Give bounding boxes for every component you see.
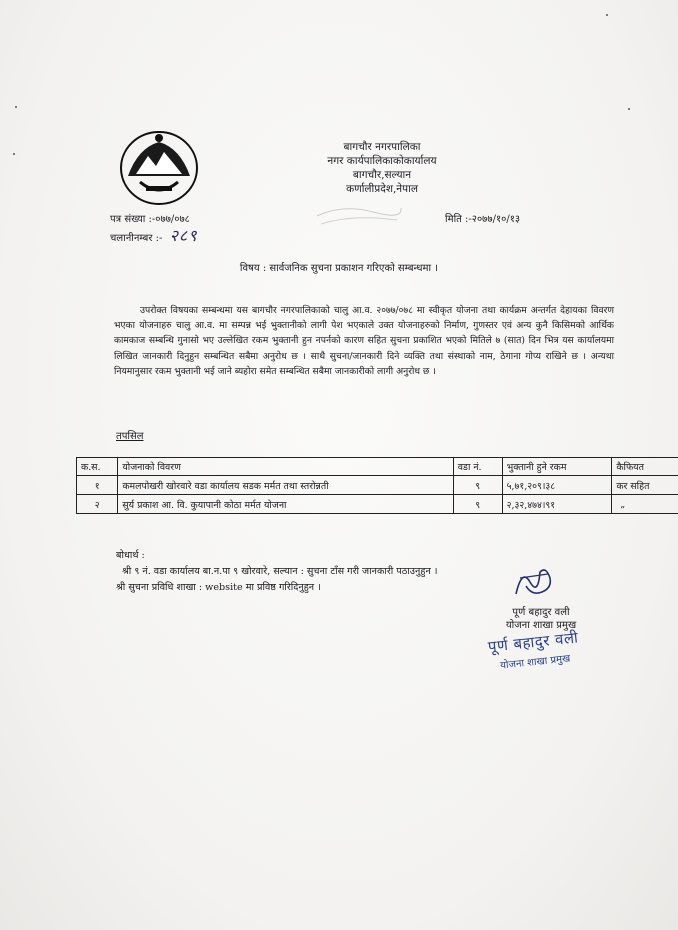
header-municipality: बागचौर नगरपालिका <box>343 141 421 153</box>
signatory-name: पूर्ण बहादुर वली <box>512 607 570 618</box>
signature-icon <box>512 564 556 600</box>
table-header-row <box>77 458 678 476</box>
header-province: कर्णालीप्रदेश,नेपाल <box>346 183 418 195</box>
paper-speck <box>13 153 15 155</box>
copy-to-title: बोधार्थ : <box>116 550 145 561</box>
patra-sankhya: पत्र संख्या :-०७७/०७८ <box>110 214 190 225</box>
cell-amount: ५,७१,२०९।३८ <box>502 476 612 495</box>
header-address: बागचौर,सल्यान <box>352 169 412 181</box>
schedule-table <box>76 457 678 514</box>
copy-to-block <box>116 548 437 596</box>
cell-remarks: „ <box>612 495 678 514</box>
chalani-label: चलानीनम्बर :- <box>110 233 163 244</box>
col-remarks: कैफियत <box>612 458 678 476</box>
copy-to-it-section: श्री सुचना प्रविधि शाखा : website मा प्रविष्ठ गरिदिनुहुन । <box>116 582 321 593</box>
reference-block <box>110 212 198 247</box>
cell-serial: २ <box>77 495 118 514</box>
paper-speck <box>15 106 17 108</box>
col-serial: क.स. <box>77 458 118 476</box>
seal-name: पूर्ण बहादुर वली <box>487 628 580 656</box>
cell-description: कमलपोखरी खोरवारे वडा कार्यालय सडक मर्मत तथा स्तरोन्नती <box>118 476 453 495</box>
nepal-emblem-icon <box>118 128 200 206</box>
col-description: योजनाको विवरण <box>118 458 453 476</box>
document-date: मिति :-२०७७/१०/१३ <box>445 214 521 225</box>
col-amount: भुक्तानी हुने रकम <box>502 458 612 476</box>
cell-amount: २,३२,४७४।९१ <box>502 495 612 514</box>
cell-serial: १ <box>77 476 118 495</box>
cell-description: सुर्य प्रकाश आ. वि. कुयापानी कोठा मर्मत योजना <box>118 495 453 514</box>
cell-remarks: कर सहित <box>612 476 678 495</box>
copy-to-ward: श्री ९ नं. वडा कार्यालय बा.न.पा ९ खोरवारे, सल्यान : सुचना टाँस गरी जानकारी पठाउनुहुन । <box>122 566 438 577</box>
cell-ward: ९ <box>453 476 502 495</box>
name-seal-stamp <box>467 625 602 694</box>
schedule-heading: तपसिल <box>116 431 144 442</box>
cell-ward: ९ <box>453 495 502 514</box>
faint-stamp-icon <box>313 196 403 230</box>
chalani-handwritten: २८९ <box>169 226 198 245</box>
office-header <box>282 140 482 196</box>
col-ward: वडा नं. <box>453 458 502 476</box>
signatory-title: योजना शाखा प्रमुख <box>505 620 577 631</box>
body-paragraph: उपरोक्त विषयका सम्बन्धमा यस बागचौर नगरपालिकाको चालु आ.व. २०७७/०७८ मा स्वीकृत योजना तथा कार्यक्रम अन्तर्गत देहायका विवरण भएका योजनाहरु चालु आ.व. मा सम्पन्न भई भुक्तानीको लागी पेश भएकाले उक्त योजनाहरुको निर्माण, गुणस्तर एवं अन्य कुनै किसिमको आर्थिक कामकाज सम्बन्धि गुनासो भए उल्लेखित रकम भुक्तानी हुन नपर्नको कारण सहित सुचना प्रकाशित भएको मितिले ७ (सात) दिन भित्र यस कार्यालयमा लिखित जानकारी दिनुहुन सम्बन्धित सबैमा अनुरोध छ । साथै सुचना/जानकारी दिने व्यक्ति तथा संस्थाको नाम, ठेगाना गोप्य राखिने छ । अन्यथा नियमानुसार रकम भुक्तानी भई जाने ब्यहोरा समेत सम्बन्धित सबैमा जानकारीको लागी अनुरोध छ । <box>114 305 614 377</box>
seal-title: योजना शाखा प्रमुख <box>499 653 571 672</box>
paper-speck <box>606 14 608 16</box>
chalani-number <box>110 228 198 247</box>
table-row <box>77 476 678 495</box>
header-office: नगर कार्यपालिकाकोकार्यालय <box>327 155 437 167</box>
table-row <box>77 495 678 514</box>
subject-line: विषय : सार्वजनिक सुचना प्रकाशन गरिएको सम्बन्धमा । <box>239 263 439 274</box>
paper-speck <box>628 108 630 110</box>
